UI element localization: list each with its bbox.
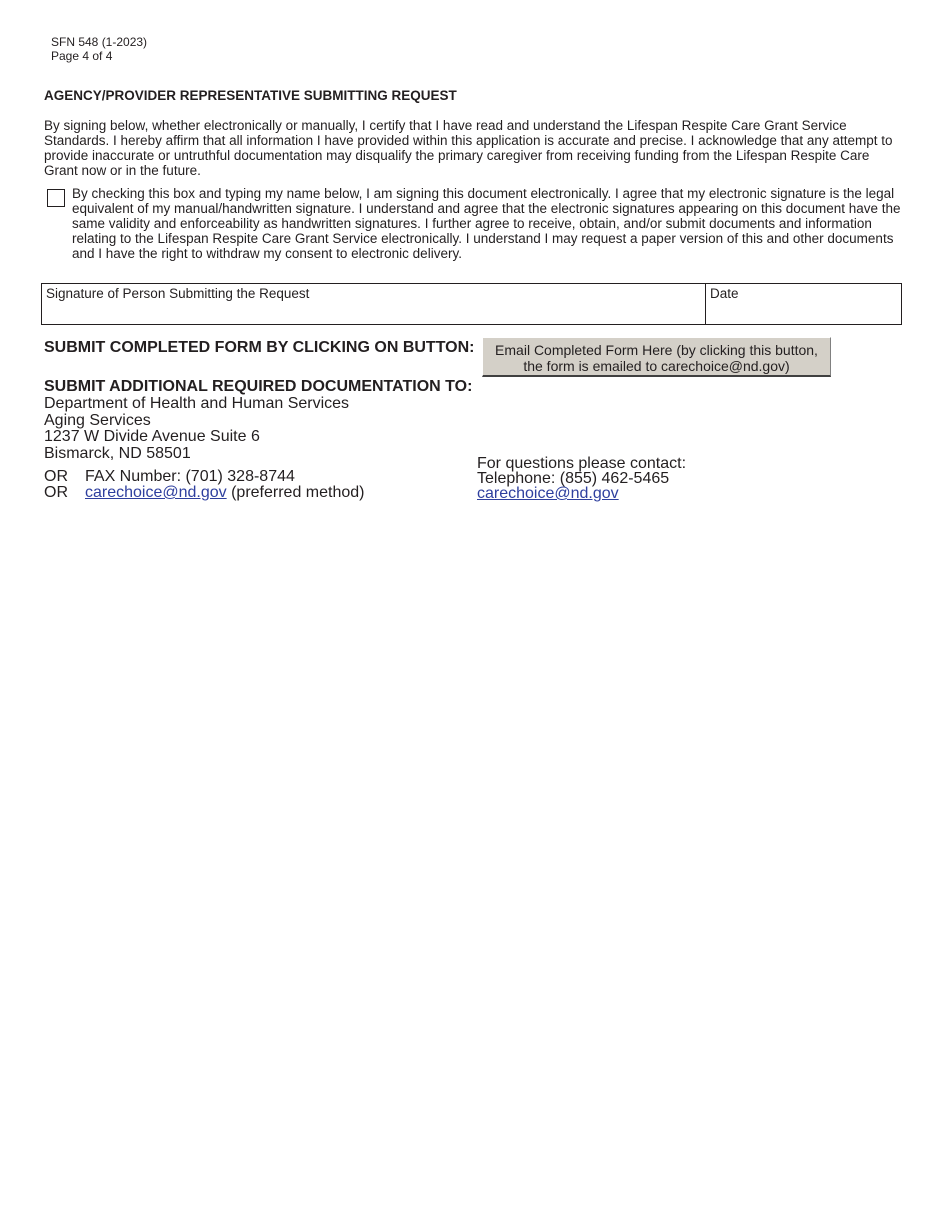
address-city: Bismarck, ND 58501 — [44, 445, 191, 462]
certification-statement: By signing below, whether electronically or manually, I certify that I have read and understand the Lifespan Respite Care Grant Service Standards. I hereby affirm that all information I have provided within this application is accurate and precise. I acknowledge that any attempt to provide inaccurate or untruthful documentation may disqualify the primary caregiver from receiving funding from the Lifespan Respite Care Grant now or in the future. — [44, 118, 893, 178]
signature-field[interactable] — [42, 284, 706, 324]
section-heading: AGENCY/PROVIDER REPRESENTATIVE SUBMITTING REQUEST — [44, 88, 457, 103]
or-label-fax: OR — [44, 468, 68, 485]
contact-email-link[interactable]: carechoice@nd.gov — [477, 485, 619, 502]
form-number: SFN 548 (1-2023) — [51, 35, 148, 49]
address-street: 1237 W Divide Avenue Suite 6 — [44, 428, 260, 445]
address-department: Aging Services — [44, 412, 151, 429]
email-form-button[interactable] — [482, 337, 831, 377]
signature-field-label: Signature of Person Submitting the Request — [46, 286, 310, 301]
or-label-email: OR — [44, 484, 68, 501]
date-field[interactable] — [706, 284, 901, 324]
form-identifier — [51, 35, 147, 63]
date-field-label: Date — [710, 286, 739, 301]
preferred-method-note: (preferred method) — [226, 484, 365, 501]
email-button-line-1: Email Completed Form Here (by clicking this button, — [495, 341, 818, 358]
fax-number: FAX Number: (701) 328-8744 — [85, 468, 295, 485]
electronic-signature-checkbox[interactable] — [47, 189, 65, 207]
documentation-heading: SUBMIT ADDITIONAL REQUIRED DOCUMENTATION TO: — [44, 378, 473, 395]
signature-table — [41, 283, 902, 325]
electronic-signature-consent-text: By checking this box and typing my name below, I am signing this document electronically. I agree that my electronic signature is the legal equivalent of my manual/handwritten signature. I understand and agree that the electronic signatures appearing on this document have the same validity and enforceability as handwritten signatures. I further agree to receive, obtain, and/or submit documents and information relating to the Lifespan Respite Care Grant Service electronically. I understand I may request a paper version of this and other documents and I have the right to withdraw my consent to electronic delivery. — [72, 186, 901, 261]
submit-form-heading: SUBMIT COMPLETED FORM BY CLICKING ON BUTTON: — [44, 339, 475, 356]
email-submission — [85, 485, 365, 501]
contact-intro: For questions please contact: — [477, 455, 687, 472]
contact-email — [477, 486, 619, 502]
contact-telephone: Telephone: (855) 462-5465 — [477, 470, 670, 487]
page-number: Page 4 of 4 — [51, 49, 113, 63]
address-organization: Department of Health and Human Services — [44, 395, 350, 412]
email-button-line-2: the form is emailed to carechoice@nd.gov) — [523, 357, 790, 374]
submission-email-link[interactable]: carechoice@nd.gov — [85, 484, 227, 501]
